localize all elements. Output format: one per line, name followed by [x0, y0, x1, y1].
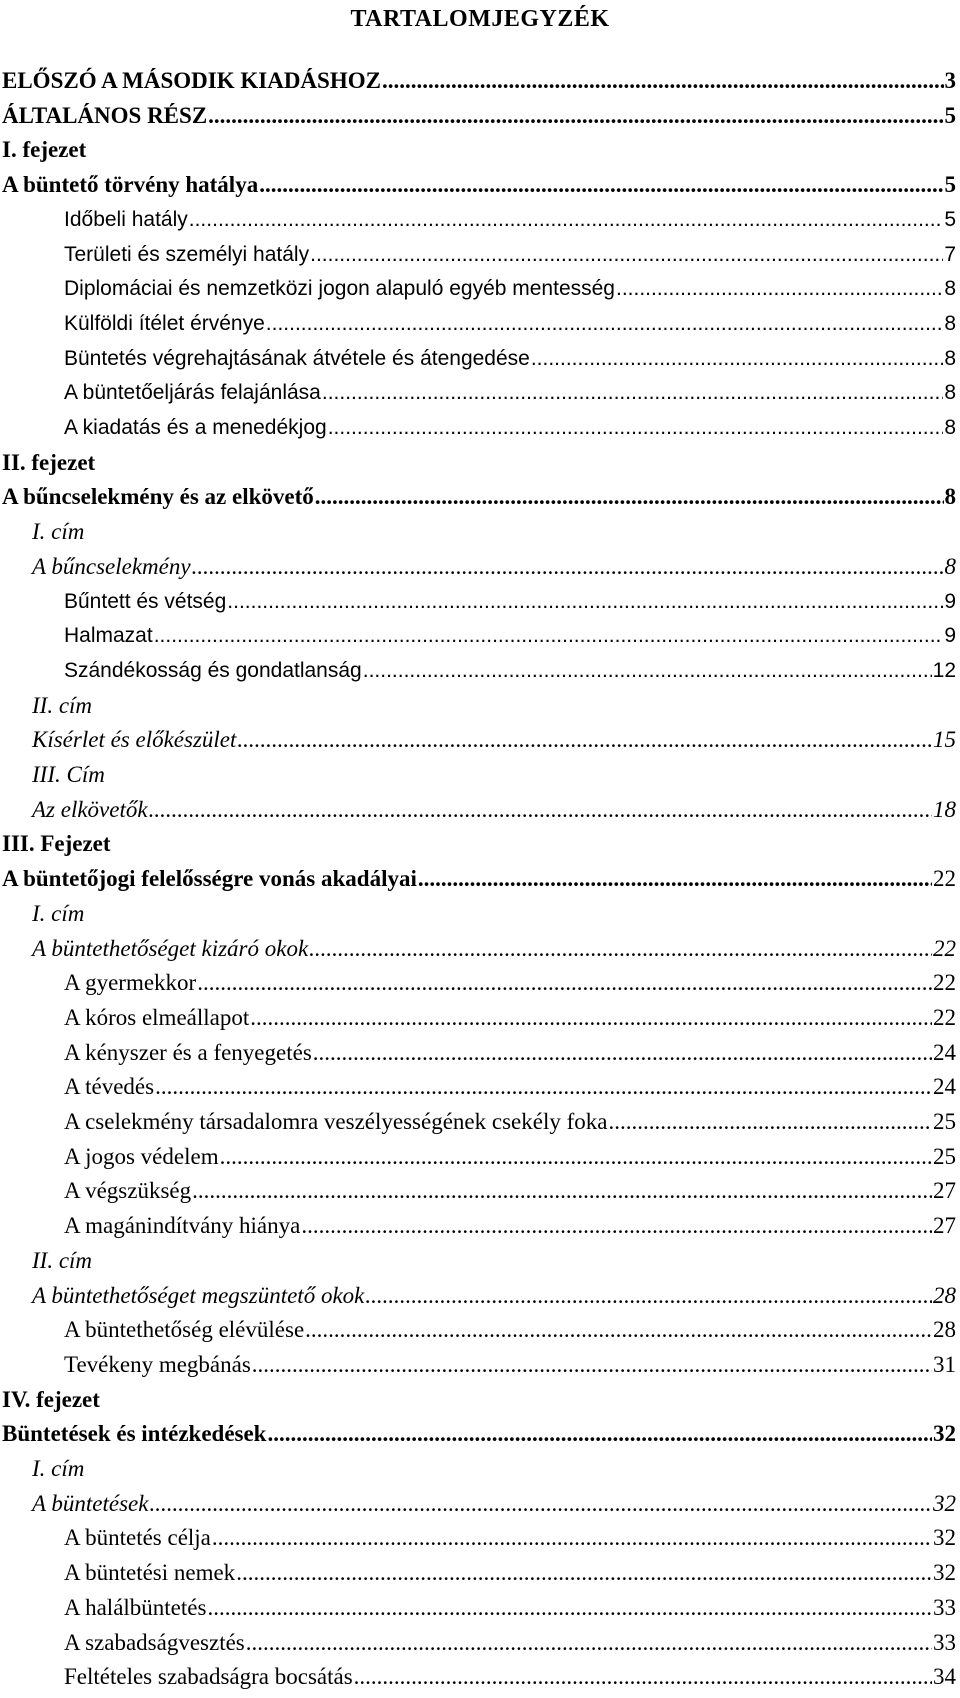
toc-entry-label: A kóros elmeállapot [64, 1004, 250, 1030]
toc-page-number: 32 [933, 1490, 956, 1516]
dot-leader [208, 99, 943, 133]
toc-entry[interactable] [64, 619, 956, 653]
toc-page-number: 18 [933, 796, 956, 822]
toc-entry-label: Területi és személyi hatály [64, 242, 310, 266]
toc-entry-label: Szándékosság és gondatlanság [64, 658, 362, 682]
toc-entry[interactable] [64, 1105, 956, 1139]
page-title: TARTALOMJEGYZÉK [350, 6, 610, 32]
toc-page-number: 32 [933, 1525, 956, 1551]
toc-entry-label: Bűntett és vétség [64, 589, 227, 613]
dot-leader [531, 342, 943, 376]
dot-leader [382, 64, 944, 98]
toc-page-number: 8 [944, 311, 956, 335]
toc-page-number: 5 [944, 172, 956, 198]
toc-entry-label: Büntetések és intézkedések [2, 1421, 267, 1447]
toc-entry[interactable] [64, 1001, 956, 1035]
toc-entry[interactable] [64, 1556, 956, 1590]
toc-page-number: 9 [944, 589, 956, 613]
dot-leader [310, 238, 943, 272]
dot-leader [309, 932, 932, 966]
toc-entry[interactable] [64, 307, 956, 341]
toc-page-number: 22 [933, 970, 956, 996]
toc-entry-label: A büntetés célja [64, 1525, 211, 1551]
toc-entry-label: A halálbüntetés [64, 1594, 207, 1620]
toc-entry-label: A szabadságvesztés [64, 1629, 245, 1655]
toc-entry-label: I. cím [32, 519, 85, 545]
toc-entry[interactable] [64, 654, 956, 688]
toc-entry-label: A kiadatás és a menedékjog [64, 416, 327, 439]
toc-entry[interactable] [64, 1660, 956, 1694]
toc-entry[interactable] [64, 1521, 956, 1555]
toc-entry-label: A büntethetőséget kizáró okok [32, 935, 309, 961]
toc-entry-label: A tévedés [64, 1074, 155, 1100]
toc-entry[interactable] [64, 203, 956, 237]
dot-leader [301, 1209, 932, 1243]
dot-leader [212, 1521, 932, 1555]
dot-leader [305, 1313, 932, 1347]
toc-entry-label: A jogos védelem [64, 1143, 219, 1169]
toc-entry[interactable] [64, 342, 956, 376]
toc-entry-label: A büntethetőség elévülése [64, 1317, 305, 1343]
toc-page-number: 33 [933, 1629, 956, 1655]
toc-entry[interactable] [2, 480, 956, 514]
toc-entry[interactable] [32, 1487, 956, 1521]
toc-entry-label: A bűncselekmény [32, 553, 191, 579]
dot-leader [155, 1070, 932, 1104]
toc-entry[interactable] [2, 168, 956, 202]
toc-entry[interactable] [64, 1209, 956, 1243]
dot-leader [149, 1487, 932, 1521]
dot-leader [266, 307, 944, 341]
toc-entry-label: IV. fejezet [2, 1386, 100, 1412]
dot-leader [259, 168, 943, 202]
toc-heading [2, 133, 86, 167]
toc-entry-label: III. Fejezet [2, 831, 111, 857]
toc-entry[interactable] [64, 238, 956, 272]
toc-page-number: 24 [933, 1039, 956, 1065]
toc-entry[interactable] [64, 1591, 956, 1625]
toc-page-number: 25 [933, 1143, 956, 1169]
toc-entry[interactable] [64, 966, 956, 1000]
toc-entry-label: Büntetés végrehajtásának átvétele és átengedése [64, 346, 530, 370]
toc-entry[interactable] [2, 64, 956, 98]
dot-leader [189, 203, 944, 237]
toc-page-number: 24 [933, 1074, 956, 1100]
toc-page-number: 12 [932, 658, 956, 682]
toc-entry[interactable] [2, 99, 956, 133]
dot-leader [363, 654, 932, 688]
toc-entry-label: II. cím [32, 1247, 93, 1273]
toc-page-number: 27 [933, 1178, 956, 1204]
toc-entry-label: II. cím [32, 692, 93, 718]
toc-page-number: 33 [933, 1594, 956, 1620]
toc-entry[interactable] [64, 272, 956, 306]
dot-leader [418, 862, 932, 896]
dot-leader [328, 411, 944, 445]
dot-leader [227, 585, 943, 619]
toc-entry[interactable] [64, 1036, 956, 1070]
toc-page-number: 3 [944, 68, 956, 93]
toc-heading [32, 515, 84, 549]
toc-entry-label: II. fejezet [2, 449, 96, 475]
toc-page-number: 7 [944, 242, 956, 266]
toc-entry[interactable] [64, 1140, 956, 1174]
toc-entry[interactable] [32, 550, 956, 584]
dot-leader [207, 1591, 932, 1625]
toc-page-number: 8 [944, 277, 956, 301]
toc-entry[interactable] [64, 376, 956, 410]
toc-heading [32, 758, 105, 792]
toc-entry-label: A büntetési nemek [64, 1560, 236, 1586]
toc-page-number: 34 [933, 1664, 956, 1690]
toc-page-number: 31 [933, 1351, 956, 1377]
toc-page-number: 27 [933, 1213, 956, 1239]
dot-leader [267, 1417, 932, 1451]
dot-leader [192, 550, 944, 584]
toc-entry-label: A magánindítvány hiánya [64, 1213, 301, 1239]
toc-entry-label: A büntetőjogi felelősségre vonás akadályai [2, 866, 417, 892]
toc-entry[interactable] [64, 1070, 956, 1104]
toc-page-number: 25 [933, 1109, 956, 1134]
toc-entry-label: Az elkövetők [32, 796, 148, 822]
toc-page-number: 8 [944, 346, 956, 370]
dot-leader [236, 1556, 932, 1590]
toc-entry-label: III. Cím [32, 762, 105, 787]
toc-entry-label: ÁLTALÁNOS RÉSZ [2, 102, 208, 128]
toc-page-number: 9 [944, 624, 956, 648]
dot-leader [149, 793, 932, 827]
toc-entry-label: Időbeli hatály [64, 207, 188, 231]
dot-leader [246, 1626, 932, 1660]
toc-page-number: 32 [933, 1421, 956, 1447]
toc-entry-label: I. fejezet [2, 137, 87, 163]
toc-entry[interactable] [64, 585, 956, 619]
dot-leader [616, 272, 943, 306]
toc-entry-label: A büntetőeljárás felajánlása [64, 381, 321, 405]
toc-entry-label: I. cím [32, 900, 85, 926]
toc-entry-label: Kísérlet és előkészület [32, 727, 237, 753]
toc-heading [32, 1452, 84, 1486]
dot-leader [154, 619, 944, 653]
toc-entry-label: A büntethetőséget megszüntető okok [32, 1282, 365, 1308]
toc-entry[interactable] [2, 1417, 956, 1451]
toc-entry-label: A bűncselekmény és az elkövető [2, 484, 314, 510]
toc-page-number: 22 [933, 866, 956, 892]
toc-entry-label: A gyermekkor [64, 970, 197, 996]
toc-entry-label: A kényszer és a fenyegetés [64, 1039, 312, 1065]
toc-page-number: 8 [944, 553, 956, 579]
dot-leader [220, 1140, 932, 1174]
toc-entry[interactable] [64, 1313, 956, 1347]
dot-leader [192, 1174, 932, 1208]
toc-entry-label: ELŐSZÓ A MÁSODIK KIADÁSHOZ [2, 68, 381, 93]
toc-entry[interactable] [32, 1279, 956, 1313]
toc-entry-label: A büntető törvény hatálya [2, 172, 259, 198]
toc-entry[interactable] [2, 862, 956, 896]
toc-entry-label: A büntetések [32, 1490, 149, 1516]
dot-leader [313, 1036, 932, 1070]
toc-page-number: 8 [944, 484, 956, 510]
dot-leader [250, 1001, 932, 1035]
toc-heading [32, 1244, 92, 1278]
dot-leader [237, 723, 932, 757]
toc-entry-label: Feltételes szabadságra bocsátás [64, 1664, 353, 1690]
toc-page-number: 8 [944, 416, 956, 439]
dot-leader [354, 1660, 932, 1694]
toc-entry[interactable] [64, 411, 956, 445]
toc-page-number: 22 [933, 935, 956, 961]
toc-page-number: 28 [933, 1317, 956, 1343]
dot-leader [608, 1105, 932, 1139]
toc-entry-label: Halmazat [64, 624, 153, 648]
toc-entry[interactable] [64, 1626, 956, 1660]
toc-page-number: 15 [933, 727, 956, 753]
toc-entry[interactable] [32, 723, 956, 757]
toc-page-number: 22 [933, 1004, 956, 1030]
toc-page-number: 5 [944, 102, 956, 128]
dot-leader [322, 376, 943, 410]
toc-entry[interactable] [32, 932, 956, 966]
toc-page-number: 28 [933, 1282, 956, 1308]
toc-page-number: 32 [933, 1560, 956, 1586]
toc-entry[interactable] [64, 1348, 956, 1382]
toc-entry-label: A végszükség [64, 1178, 192, 1204]
toc-entry-label: Tevékeny megbánás [64, 1351, 251, 1377]
dot-leader [197, 966, 932, 1000]
toc-page-number: 8 [944, 381, 956, 405]
toc-heading [2, 446, 95, 480]
toc-entry[interactable] [64, 1174, 956, 1208]
dot-leader [365, 1279, 932, 1313]
toc-entry-label: Külföldi ítélet érvénye [64, 311, 265, 335]
dot-leader [252, 1348, 932, 1382]
toc-entry-label: I. cím [32, 1456, 85, 1481]
toc-heading [2, 827, 111, 861]
toc-entry-label: Diplomáciai és nemzetközi jogon alapuló egyéb mentesség [64, 277, 615, 301]
toc-entry-label: A cselekmény társadalomra veszélyességének csekély foka [64, 1109, 608, 1134]
toc-heading [2, 1383, 100, 1417]
toc-heading [32, 897, 84, 931]
toc-page-number: 5 [944, 207, 956, 231]
dot-leader [315, 480, 944, 514]
toc-heading [32, 689, 92, 723]
toc-entry[interactable] [32, 793, 956, 827]
